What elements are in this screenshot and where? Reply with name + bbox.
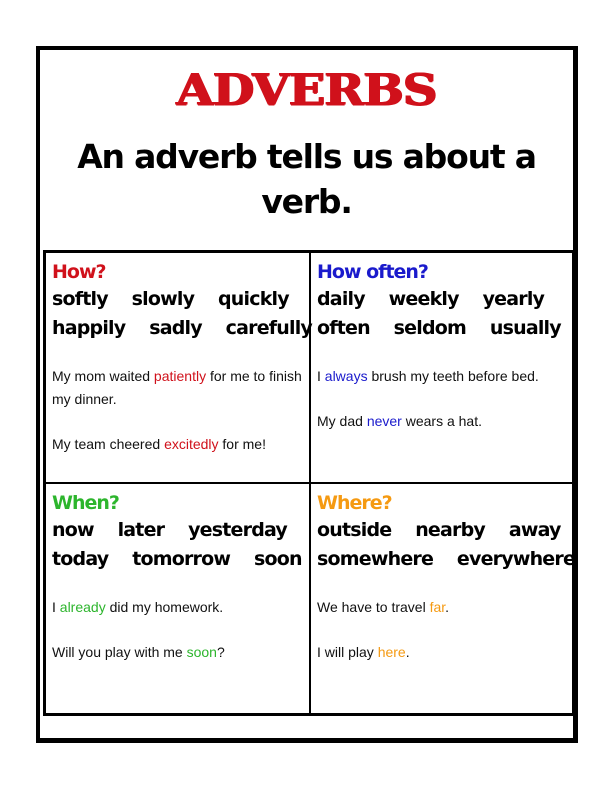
example-sentence xyxy=(52,365,304,411)
adverb-word: yesterday xyxy=(188,519,288,541)
sentence-text: . xyxy=(445,599,450,615)
example-sentence xyxy=(52,596,304,619)
example-sentence xyxy=(317,365,567,388)
highlighted-adverb: far xyxy=(429,599,446,615)
heading-how: How? xyxy=(52,261,106,283)
highlighted-adverb: always xyxy=(324,368,368,384)
adverb-word: happily xyxy=(52,317,126,339)
heading-where: Where? xyxy=(317,492,392,514)
highlighted-adverb: soon xyxy=(186,644,217,660)
adverb-word: softly xyxy=(52,288,108,310)
example-sentence xyxy=(52,433,304,456)
sentence-text: I xyxy=(317,368,325,384)
highlighted-adverb: patiently xyxy=(153,368,207,384)
cell-how xyxy=(46,253,313,482)
example-sentence xyxy=(317,596,567,619)
adverb-word: now xyxy=(52,519,94,541)
sentence-text: ? xyxy=(216,644,225,660)
adverb-word: carefully xyxy=(225,317,313,339)
word-list-row xyxy=(52,545,304,574)
highlighted-adverb: never xyxy=(366,413,402,429)
sentence-text: for me to finish my dinner. xyxy=(52,368,302,407)
example-sentences xyxy=(52,365,304,456)
cell-how-often xyxy=(309,253,572,482)
adverb-word: weekly xyxy=(388,288,459,310)
word-list-row xyxy=(52,285,304,314)
word-list-row xyxy=(317,545,576,574)
word-list-row xyxy=(317,516,567,545)
example-sentences xyxy=(317,596,567,664)
adverb-word: usually xyxy=(489,317,561,339)
sentence-text: brush my teeth before bed. xyxy=(367,368,539,384)
example-sentences xyxy=(52,596,304,664)
sentence-text: for me! xyxy=(218,436,266,452)
example-sentence xyxy=(317,410,567,433)
sentence-text: We have to travel xyxy=(317,599,430,615)
heading-how-often: How often? xyxy=(317,261,428,283)
adverb-word: often xyxy=(317,317,370,339)
poster-title: ADVERBS xyxy=(176,64,437,116)
adverb-word: seldom xyxy=(393,317,467,339)
sentence-text: Will you play with me xyxy=(52,644,187,660)
sentence-text: did my homework. xyxy=(105,599,224,615)
adverb-word: later xyxy=(117,519,165,541)
poster-frame xyxy=(36,46,578,743)
sentence-text: . xyxy=(405,644,410,660)
adverb-word: yearly xyxy=(482,288,545,310)
adverb-word: everywhere xyxy=(456,548,576,570)
word-list-row xyxy=(317,314,567,343)
sentence-text: I xyxy=(52,599,60,615)
adverb-word: nearby xyxy=(415,519,485,541)
sentence-text: My team cheered xyxy=(52,436,165,452)
example-sentence xyxy=(317,641,567,664)
sentence-text: wears a hat. xyxy=(401,413,482,429)
highlighted-adverb: here xyxy=(377,644,406,660)
sentence-text: I will play xyxy=(317,644,378,660)
cell-when xyxy=(46,482,309,713)
adverb-word: somewhere xyxy=(317,548,434,570)
adverb-word: away xyxy=(508,519,561,541)
adverb-word: daily xyxy=(317,288,365,310)
poster-subtitle: An adverb tells us about a verb. xyxy=(77,137,536,221)
sentence-text: My dad xyxy=(317,413,367,429)
adverb-word: outside xyxy=(317,519,392,541)
cell-where xyxy=(309,482,576,713)
highlighted-adverb: already xyxy=(59,599,106,615)
word-list-row xyxy=(52,314,313,343)
adverb-word: today xyxy=(52,548,109,570)
adverb-category-grid xyxy=(43,250,575,716)
example-sentence xyxy=(52,641,304,664)
sentence-text: My mom waited xyxy=(52,368,154,384)
word-list-row xyxy=(52,516,304,545)
heading-when: When? xyxy=(52,492,119,514)
word-list-row xyxy=(317,285,567,314)
example-sentences xyxy=(317,365,567,433)
adverb-word: slowly xyxy=(131,288,195,310)
highlighted-adverb: excitedly xyxy=(164,436,219,452)
adverb-word: sadly xyxy=(149,317,202,339)
adverb-word: soon xyxy=(253,548,302,570)
adverb-word: quickly xyxy=(218,288,289,310)
adverb-word: tomorrow xyxy=(132,548,231,570)
